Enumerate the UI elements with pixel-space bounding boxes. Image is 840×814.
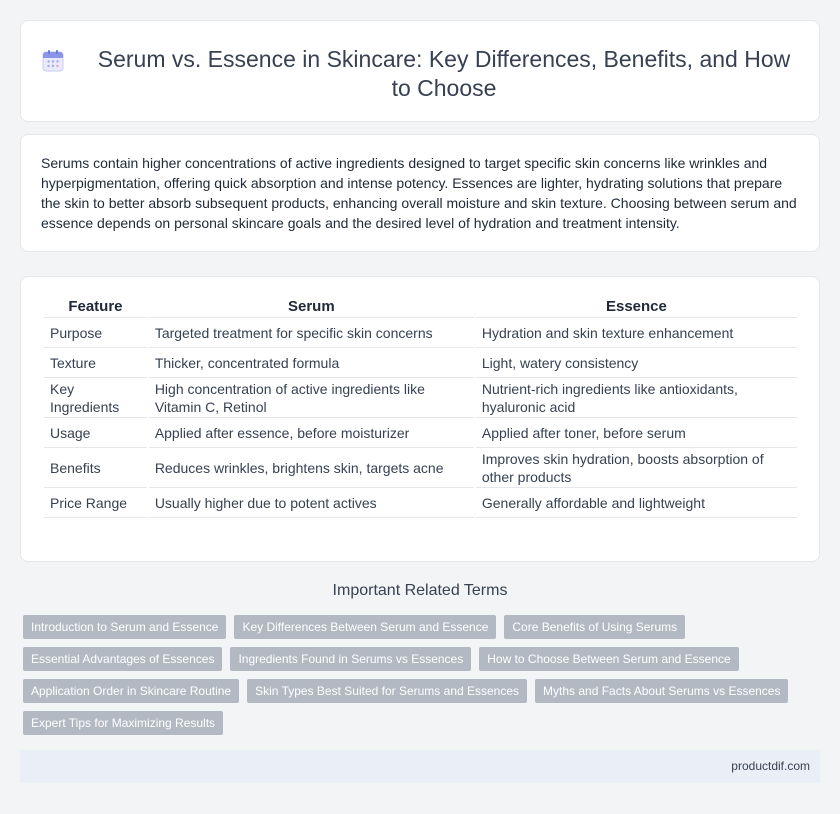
related-term-tag[interactable]: Essential Advantages of Essences: [23, 647, 222, 671]
essence-cell: Hydration and skin texture enhancement: [476, 318, 797, 348]
feature-cell: Purpose: [44, 318, 147, 348]
table-row: [44, 488, 797, 518]
serum-cell: Usually higher due to potent actives: [149, 488, 474, 518]
comparison-table-card: [20, 276, 820, 562]
essence-cell: Improves skin hydration, boosts absorption of other products: [476, 448, 797, 488]
footer-site-link[interactable]: productdif.com: [731, 759, 810, 773]
related-term-tag[interactable]: Ingredients Found in Serums vs Essences: [230, 647, 471, 671]
table-row: [44, 318, 797, 348]
header-feature: Feature: [44, 296, 147, 318]
related-term-tag[interactable]: Application Order in Skincare Routine: [23, 679, 239, 703]
feature-cell: Key Ingredients: [44, 378, 147, 418]
related-term-tag[interactable]: How to Choose Between Serum and Essence: [479, 647, 738, 671]
serum-cell: Targeted treatment for specific skin concerns: [149, 318, 474, 348]
related-term-tag[interactable]: Myths and Facts About Serums vs Essences: [535, 679, 788, 703]
table-row: [44, 418, 797, 448]
related-term-tag[interactable]: Expert Tips for Maximizing Results: [23, 711, 223, 735]
essence-cell: Nutrient-rich ingredients like antioxidants, hyaluronic acid: [476, 378, 797, 418]
essence-cell: Generally affordable and lightweight: [476, 488, 797, 518]
page-title: Serum vs. Essence in Skincare: Key Differences, Benefits, and How to Choose: [97, 46, 791, 101]
footer: [20, 750, 820, 783]
intro-card: [20, 134, 820, 252]
related-term-tag[interactable]: Key Differences Between Serum and Essence: [234, 615, 496, 639]
feature-cell: Benefits: [44, 448, 147, 488]
calendar-icon: [41, 49, 65, 73]
header-card: [20, 20, 820, 122]
table-row: [44, 448, 797, 488]
intro-paragraph: Serums contain higher concentrations of active ingredients designed to target specific skin concerns like wrinkles and hyperpigmentation, offering quick absorption and intense potency. Essences are lighter, hydrating solutions that prepare the skin to better absorb subsequent products, enhancing overall moisture and skin texture. Choosing between serum and essence depends on personal skincare goals and the desired level of hydration and treatment intensity.: [41, 155, 797, 231]
essence-cell: Light, watery consistency: [476, 348, 797, 378]
essence-cell: Applied after toner, before serum: [476, 418, 797, 448]
serum-cell: High concentration of active ingredients like Vitamin C, Retinol: [149, 378, 474, 418]
comparison-table: [42, 296, 799, 518]
feature-cell: Texture: [44, 348, 147, 378]
related-term-tag[interactable]: Introduction to Serum and Essence: [23, 615, 226, 639]
related-terms-title: Important Related Terms: [332, 582, 508, 599]
table-row: [44, 348, 797, 378]
feature-cell: Usage: [44, 418, 147, 448]
header-essence: Essence: [476, 296, 797, 318]
serum-cell: Thicker, concentrated formula: [149, 348, 474, 378]
serum-cell: Reduces wrinkles, brightens skin, targets acne: [149, 448, 474, 488]
serum-cell: Applied after essence, before moisturizer: [149, 418, 474, 448]
table-row: [44, 378, 797, 418]
related-term-tag[interactable]: Core Benefits of Using Serums: [504, 615, 685, 639]
header-serum: Serum: [149, 296, 474, 318]
related-term-tag[interactable]: Skin Types Best Suited for Serums and Essences: [247, 679, 527, 703]
table-header-row: [44, 296, 797, 318]
related-terms-list: [23, 615, 803, 735]
feature-cell: Price Range: [44, 488, 147, 518]
